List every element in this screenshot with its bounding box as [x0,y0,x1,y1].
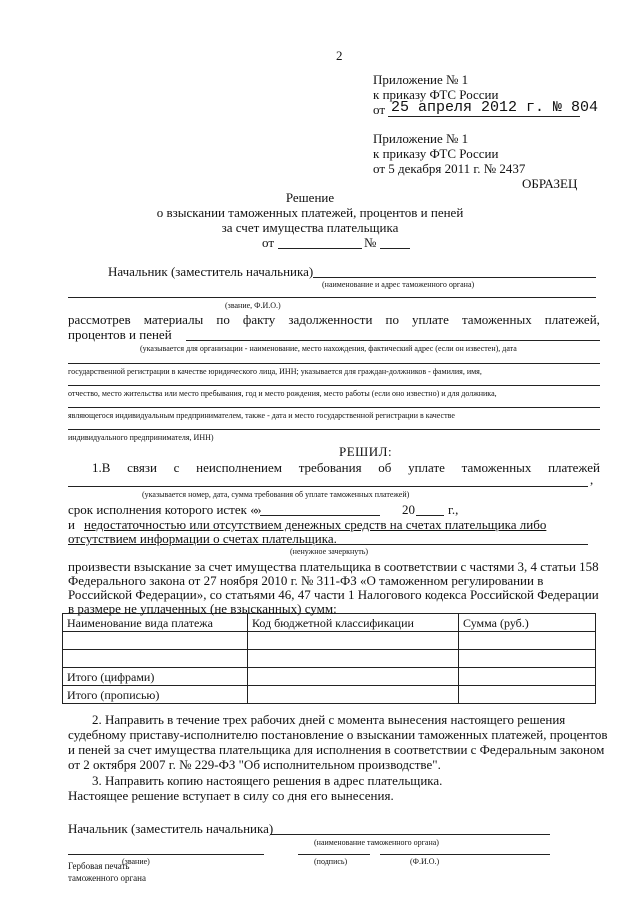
item1-strike-hint: (ненужное зачеркнуть) [290,547,369,556]
considered-hint-1: (указывается для организации - наименование, место нахождения, фактический адрес (если он известен), дата [140,344,517,353]
item3-text: 3. Направить копию настоящего решения в адрес плательщика. [92,773,443,788]
table-total-words-label: Итого (прописью) [63,686,248,704]
head-label: Начальник (заместитель начальника) [108,264,314,279]
signature-sign-blank [298,854,370,855]
item1-text-line1: произвести взыскание за счет имущества плательщика в соответствии с частями 3, 4 статьи 158 [68,559,599,574]
title-line1: Решение [285,190,335,205]
title-date-prefix: от [262,235,275,250]
table-cell [248,668,459,686]
table-cell [248,650,459,668]
considered-word: материалы [143,312,204,327]
item1-word: требования [298,460,362,475]
item1-deadline-end: г., [448,502,459,517]
table-cell [459,668,596,686]
considered-word: уплате [412,312,449,327]
item1-demand-hint: (указывается номер, дата, сумма требования об уплате таможенных платежей) [142,490,410,499]
appendix-new-date-underline [388,116,580,117]
signature-label: Начальник (заместитель начальника) [68,821,274,836]
item1-deadline-month-blank [268,515,380,516]
considered-word: рассмотрев [68,312,131,327]
considered-blank-4 [68,407,600,408]
page-number: 2 [336,48,343,63]
head-authority-hint: (наименование и адрес таможенного органа) [322,280,475,289]
decided-heading: РЕШИЛ: [339,444,393,459]
table-total-digits-row [63,668,596,686]
appendix-new-line3-prefix: от [373,102,386,117]
appendix-new-line1: Приложение № 1 [373,72,469,87]
effective-text: Настоящее решение вступает в силу со дня его вынесения. [68,788,394,803]
signature-authority-hint: (наименование таможенного органа) [314,838,439,847]
considered-hint-5: индивидуального предпринимателя, ИНН) [68,433,214,442]
item1-reason-blank [316,544,588,545]
table-header-cell: Наименование вида платежа [63,614,248,632]
head-authority-blank [313,277,596,278]
signature-authority-blank [270,834,550,835]
considered-hint-3: отчество, место жительства или место пребывания, год и место рождения, место работы (если оно известно) и для должника, [68,389,497,398]
item1-deadline-label: срок исполнения которого истек « [68,502,257,517]
item1-reason-line2: отсутствием информации о счетах плательщика. [68,531,337,546]
table-cell [459,632,596,650]
appendix-old-line2: к приказу ФТС России [373,146,499,161]
sample-label: ОБРАЗЕЦ [522,176,578,191]
considered-word: платежей, [544,312,600,327]
table-header-cell: Код бюджетной классификации [248,614,459,632]
title-number-sign: № [364,235,377,250]
head-rank-blank [68,297,596,298]
title-number-blank [380,248,410,249]
item1-deadline-quote-close: » [255,502,262,517]
table-header-cell: Сумма (руб.) [459,614,596,632]
title-line3: за счет имущества плательщика [221,220,399,235]
table-cell [459,650,596,668]
seal-line2: таможенного органа [68,873,146,883]
considered-hint-2: государственной регистрации в качестве юридического лица, ИНН; указывается для граждан-должников - фамилия, имя, [68,367,482,376]
table-cell [248,632,459,650]
considered-line2: процентов и пеней [68,327,172,342]
table-cell [63,650,248,668]
item1-line1 [92,460,600,475]
considered-line1 [68,312,600,327]
item1-comma: , [590,472,594,487]
table-cell [459,686,596,704]
item1-text-line4: в размере не уплаченных (не взысканных) сумм: [68,601,337,616]
table-total-words-row [63,686,596,704]
considered-word: задолженности [288,312,373,327]
item1-word: платежей [548,460,600,475]
item1-deadline-year: 20 [402,502,415,517]
item1-word: неисполнением [196,460,282,475]
item1-word: 1.В [92,460,111,475]
item1-reason-line1: недостаточностью или отсутствием денежных средств на счетах плательщика либо [84,517,547,532]
appendix-old-line3: от 5 декабря 2011 г. № 2437 [373,161,526,176]
considered-word: по [216,312,230,327]
considered-blank-1 [186,340,600,341]
appendix-old-line1: Приложение № 1 [373,131,469,146]
item2-line3: и пеней за счет имущества плательщика для исполнения в соответствии с Федеральным законом [68,742,605,757]
item1-word: об [378,460,392,475]
item2-line4: от 2 октября 2007 г. № 229-ФЗ "Об исполнительном производстве". [68,757,441,772]
table-cell [63,632,248,650]
appendix-new-line2: к приказу ФТС России [373,87,499,102]
table-row [63,632,596,650]
seal-line1: Гербовая печать [68,861,130,871]
item1-text-line3: Российской Федерации», со статьями 46, 47 части 1 Налогового кодекса Российской Федерации [68,587,599,602]
item2-line2: судебному приставу-исполнителю постановление о взыскании таможенных платежей, процентов [68,727,608,742]
table-total-digits-label: Итого (цифрами) [63,668,248,686]
considered-hint-4: являющегося индивидуальным предпринимателем, также - дата и место государственной регистрации в качестве [68,411,455,420]
considered-blank-2 [68,363,600,364]
considered-word: факту [242,312,276,327]
item1-word: уплате [408,460,445,475]
title-line2: о взыскании таможенных платежей, процентов и пеней [156,205,464,220]
item1-deadline-year-blank [416,515,444,516]
signature-rank-hint: (звание) [122,857,150,866]
considered-word: по [385,312,399,327]
payments-table [62,613,596,704]
item1-word: таможенных [461,460,532,475]
signature-name-hint: (Ф.И.О.) [410,857,440,866]
considered-blank-5 [68,429,600,430]
title-date-blank [278,248,362,249]
item1-text-line2: Федерального закона от 27 ноября 2010 г. № 311-ФЗ «О таможенном регулировании в [68,573,544,588]
table-cell [248,686,459,704]
item2-line1: 2. Направить в течение трех рабочих дней с момента вынесения настоящего решения [92,712,566,727]
item1-demand-blank [68,486,588,487]
signature-rank-blank [68,854,264,855]
table-row [63,650,596,668]
signature-name-blank [380,854,550,855]
head-rank-hint: (звание, Ф.И.О.) [225,301,281,310]
considered-word: таможенных [461,312,532,327]
item1-word: с [173,460,180,475]
signature-sign-hint: (подпись) [314,857,348,866]
table-header-row [63,614,596,632]
item1-and: и [68,517,75,532]
item1-word: связи [127,460,157,475]
appendix-new-handwritten-date: 25 апреля 2012 г. № 804 [391,99,599,116]
considered-blank-3 [68,385,600,386]
